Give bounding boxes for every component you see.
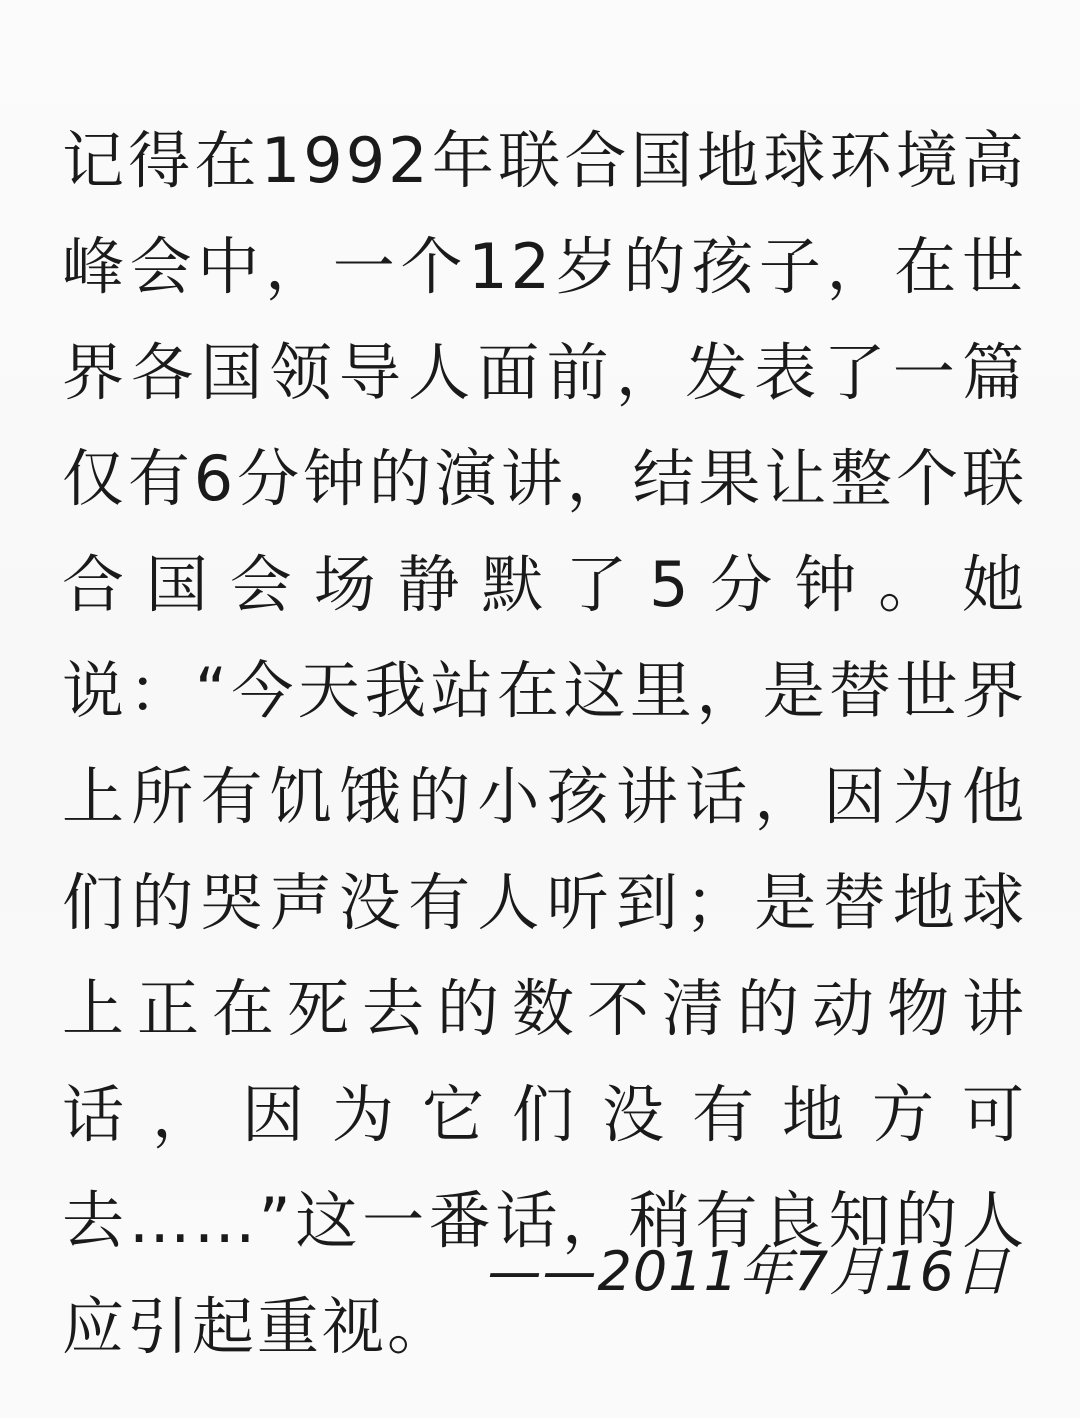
body-paragraph: 记得在1992年联合国地球环境高峰会中，一个12岁的孩子，在世界各国领导人面前，发表了一篇仅有6分钟的演讲，结果让整个联合国会场静默了5分钟。她说：“今天我站在这里，是替世界上所有饥饿的小孩讲话，因为他们的哭声没有人听到；是替地球上正在死去的数不清的动物讲话，因为它们没有地方可去……”这一番话，稍有良知的人应引起重视。 bbox=[62, 124, 1027, 1363]
signature-date: ——2011年7月16日 bbox=[487, 1240, 1010, 1303]
